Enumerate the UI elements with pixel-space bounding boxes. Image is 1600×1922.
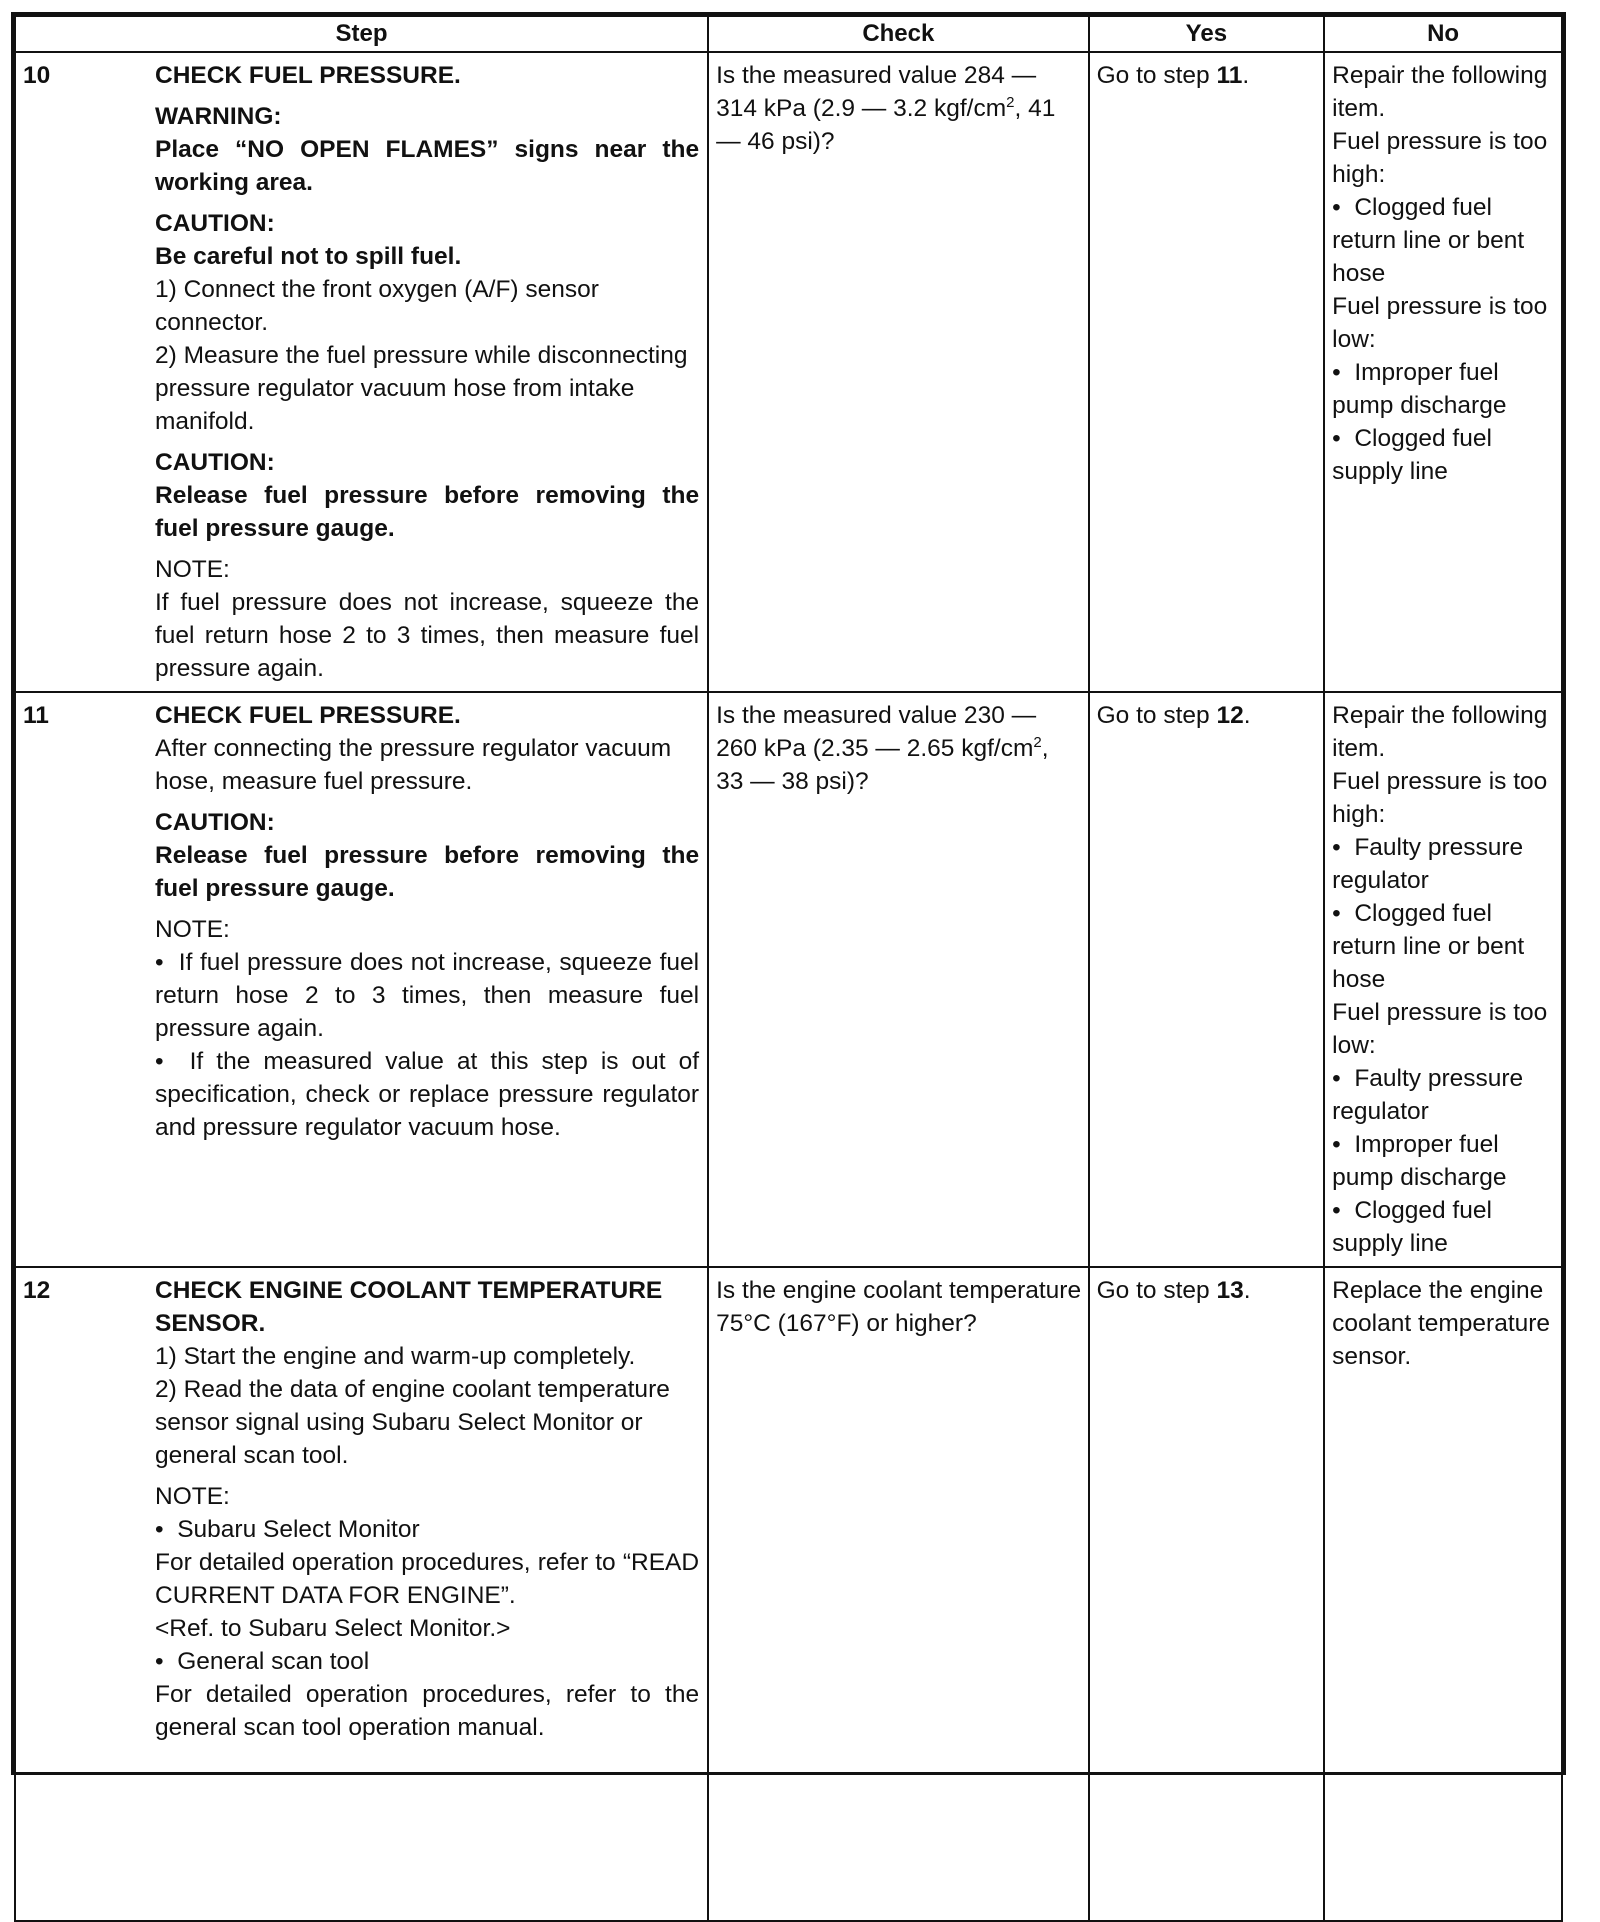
- step-cell: [15, 52, 708, 692]
- yes-cell: [1089, 1267, 1325, 1921]
- no-text: Repair the following item.: [1332, 702, 1548, 762]
- caution-label: CAUTION:: [155, 809, 275, 836]
- yes-cell: [1089, 692, 1325, 1267]
- step-cell: [15, 1267, 708, 1921]
- note-label: NOTE:: [155, 1483, 230, 1510]
- no-text: Fuel pressure is too high:: [1332, 768, 1548, 828]
- no-text: Fuel pressure is too high:: [1332, 128, 1548, 188]
- step-title: CHECK FUEL PRESSURE.: [155, 62, 461, 89]
- yes-prefix: Go to step: [1096, 702, 1217, 729]
- check-cell: [708, 1267, 1089, 1921]
- procedure-intro: After connecting the pressure regulator vacuum hose, measure fuel pressure.: [155, 735, 672, 795]
- no-cell: [1324, 692, 1562, 1267]
- yes-step-link[interactable]: 11: [1216, 62, 1243, 89]
- header-no: No: [1324, 16, 1562, 52]
- note-bullet: • If fuel pressure does not increase, squeeze fuel return hose 2 to 3 times, then measure fuel pressure again.: [155, 946, 699, 1045]
- step-number: 11: [23, 702, 49, 729]
- note-text: For detailed operation procedures, refer to “READ CURRENT DATA FOR ENGINE”.: [155, 1549, 700, 1609]
- header-step: Step: [15, 16, 708, 52]
- reference-link[interactable]: <Ref. to Subaru Select Monitor.>: [155, 1615, 511, 1642]
- caution-label: CAUTION:: [155, 449, 275, 476]
- no-bullet: • Faulty pressure regulator: [1332, 831, 1555, 897]
- yes-prefix: Go to step: [1096, 1277, 1217, 1304]
- no-text: Repair the following item.: [1332, 62, 1548, 122]
- no-text: Fuel pressure is too low:: [1332, 293, 1548, 353]
- caution-text: Release fuel pressure before removing the fuel pressure gauge.: [155, 842, 700, 902]
- procedure-step: 1) Start the engine and warm-up completely.: [155, 1343, 636, 1370]
- procedure-step: 2) Measure the fuel pressure while disconnecting pressure regulator vacuum hose from intake manifold.: [155, 342, 688, 435]
- diagnostic-table: [11, 12, 1566, 1775]
- superscript: 2: [1006, 93, 1015, 111]
- check-text-end: , 33 — 38 psi)?: [716, 735, 1049, 795]
- check-cell: [708, 52, 1089, 692]
- no-bullet: • Clogged fuel supply line: [1332, 422, 1555, 488]
- table-row: [15, 52, 1562, 692]
- no-bullet: • Improper fuel pump discharge: [1332, 356, 1555, 422]
- no-bullet: • Clogged fuel return line or bent hose: [1332, 897, 1555, 996]
- step-number: 10: [23, 62, 51, 89]
- yes-cell: [1089, 52, 1325, 692]
- no-bullet: • Improper fuel pump discharge: [1332, 1128, 1555, 1194]
- check-text: Is the measured value 284 — 314 kPa (2.9 — 3.2 kgf/cm: [716, 62, 1037, 122]
- note-bullet: • If the measured value at this step is out of specification, check or replace pressure regulator and pressure regulator vacuum hose.: [155, 1045, 699, 1144]
- no-bullet: • Clogged fuel supply line: [1332, 1194, 1555, 1260]
- step-number: 12: [23, 1277, 51, 1304]
- check-text: Is the measured value 230 — 260 kPa (2.35 — 2.65 kgf/cm: [716, 702, 1037, 762]
- step-title: CHECK FUEL PRESSURE.: [155, 702, 461, 729]
- procedure-step: 2) Read the data of engine coolant temperature sensor signal using Subaru Select Monitor or general scan tool.: [155, 1376, 670, 1469]
- yes-prefix: Go to step: [1096, 62, 1217, 89]
- caution-label: CAUTION:: [155, 210, 275, 237]
- step-title: CHECK ENGINE COOLANT TEMPERATURE SENSOR.: [155, 1277, 663, 1337]
- table-row: [15, 692, 1562, 1267]
- note-bullet: • General scan tool: [155, 1645, 699, 1678]
- warning-text: Place “NO OPEN FLAMES” signs near the working area.: [155, 136, 700, 196]
- header-row: [15, 16, 1562, 52]
- yes-suffix: .: [1242, 62, 1250, 89]
- no-text: Fuel pressure is too low:: [1332, 999, 1548, 1059]
- yes-suffix: .: [1243, 1277, 1251, 1304]
- caution-text: Release fuel pressure before removing the fuel pressure gauge.: [155, 482, 700, 542]
- no-text: Replace the engine coolant temperature sensor.: [1332, 1277, 1551, 1370]
- no-bullet: • Faulty pressure regulator: [1332, 1062, 1555, 1128]
- no-bullet: • Clogged fuel return line or bent hose: [1332, 191, 1555, 290]
- check-cell: [708, 692, 1089, 1267]
- note-text: For detailed operation procedures, refer to the general scan tool operation manual.: [155, 1681, 700, 1741]
- procedure-step: 1) Connect the front oxygen (A/F) sensor connector.: [155, 276, 599, 336]
- no-cell: [1324, 1267, 1562, 1921]
- caution-text: Be careful not to spill fuel.: [155, 243, 462, 270]
- note-label: NOTE:: [155, 916, 230, 943]
- header-yes: Yes: [1089, 16, 1325, 52]
- no-cell: [1324, 52, 1562, 692]
- warning-label: WARNING:: [155, 103, 282, 130]
- yes-suffix: .: [1243, 702, 1251, 729]
- header-check: Check: [708, 16, 1089, 52]
- note-text: If fuel pressure does not increase, squeeze the fuel return hose 2 to 3 times, then measure fuel pressure again.: [155, 589, 700, 682]
- table-row: [15, 1267, 1562, 1921]
- procedure-table: [14, 15, 1563, 1922]
- note-label: NOTE:: [155, 556, 230, 583]
- superscript: 2: [1033, 733, 1042, 751]
- yes-step-link[interactable]: 13: [1216, 1277, 1244, 1304]
- check-text: Is the engine coolant temperature 75°C (167°F) or higher?: [716, 1277, 1082, 1337]
- yes-step-link[interactable]: 12: [1216, 702, 1244, 729]
- note-bullet: • Subaru Select Monitor: [155, 1513, 699, 1546]
- check-text-end: , 41 — 46 psi)?: [716, 95, 1056, 155]
- step-cell: [15, 692, 708, 1267]
